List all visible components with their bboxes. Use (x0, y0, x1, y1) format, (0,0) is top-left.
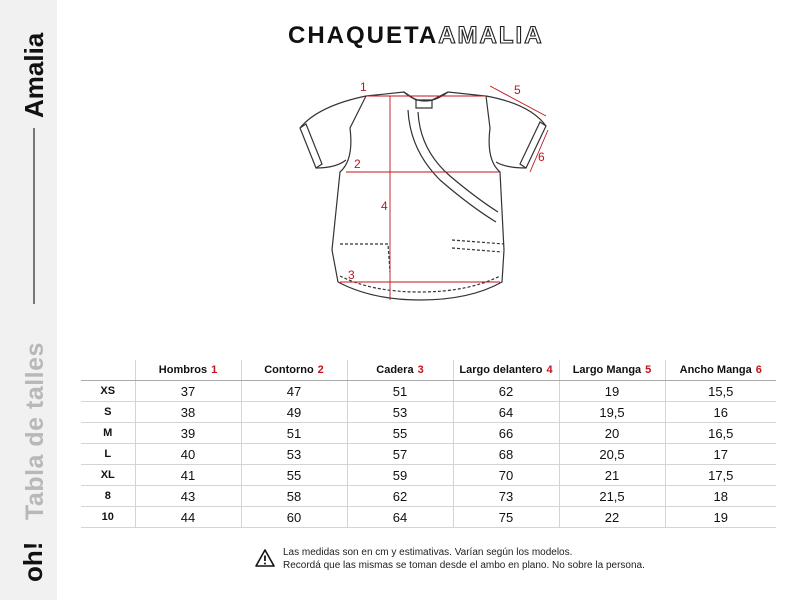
right-sleeve (486, 96, 546, 168)
header-size (81, 360, 135, 381)
table-cell: 20 (559, 423, 665, 444)
table-cell: 53 (347, 402, 453, 423)
header-largo-delantero: Largo delantero 4 (453, 360, 559, 381)
table-cell: 64 (347, 507, 453, 528)
table-row (81, 444, 776, 465)
row-size: S (81, 402, 135, 423)
shirt-outline (332, 92, 504, 300)
table-cell: 17 (665, 444, 776, 465)
table-row (81, 486, 776, 507)
diagram-label-4: 4 (381, 199, 388, 213)
header-largo-manga: Largo Manga 5 (559, 360, 665, 381)
size-table (81, 360, 776, 528)
table-cell: 75 (453, 507, 559, 528)
table-cell: 62 (347, 486, 453, 507)
table-cell: 53 (241, 444, 347, 465)
table-cell: 70 (453, 465, 559, 486)
table-cell: 43 (135, 486, 241, 507)
table-cell: 51 (241, 423, 347, 444)
header-ancho-manga: Ancho Manga 6 (665, 360, 776, 381)
table-cell: 58 (241, 486, 347, 507)
table-row (81, 423, 776, 444)
diagram-label-5: 5 (514, 83, 521, 97)
table-cell: 55 (347, 423, 453, 444)
table-cell: 37 (135, 381, 241, 402)
diagram-label-3: 3 (348, 268, 355, 282)
page-title (288, 22, 544, 50)
diagram-label-1: 1 (360, 80, 367, 94)
table-cell: 39 (135, 423, 241, 444)
table-cell: 15,5 (665, 381, 776, 402)
table-cell: 38 (135, 402, 241, 423)
row-size: 10 (81, 507, 135, 528)
title-accent: AMALIA (438, 22, 544, 49)
table-cell: 40 (135, 444, 241, 465)
header-cadera: Cadera 3 (347, 360, 453, 381)
row-size: L (81, 444, 135, 465)
table-cell: 49 (241, 402, 347, 423)
table-row (81, 465, 776, 486)
title-main: CHAQUETA (288, 22, 439, 49)
brand-logo: oh! (18, 541, 48, 582)
header-contorno: Contorno 2 (241, 360, 347, 381)
table-cell: 19 (559, 381, 665, 402)
row-size: 8 (81, 486, 135, 507)
table-cell: 47 (241, 381, 347, 402)
warning-icon (255, 548, 275, 568)
row-size: M (81, 423, 135, 444)
table-cell: 44 (135, 507, 241, 528)
brand-name: Amalia (19, 32, 49, 118)
table-cell: 64 (453, 402, 559, 423)
header-hombros: Hombros 1 (135, 360, 241, 381)
table-row (81, 507, 776, 528)
sidebar (0, 0, 57, 600)
table-cell: 68 (453, 444, 559, 465)
table-row (81, 402, 776, 423)
disclaimer-line-1: Las medidas son en cm y estimativas. Varían según los modelos. (283, 547, 573, 558)
table-cell: 51 (347, 381, 453, 402)
table-cell: 19,5 (559, 402, 665, 423)
table-cell: 21,5 (559, 486, 665, 507)
sidebar-divider (33, 128, 35, 304)
table-cell: 60 (241, 507, 347, 528)
table-cell: 41 (135, 465, 241, 486)
table-cell: 57 (347, 444, 453, 465)
diagram-label-6: 6 (538, 150, 545, 164)
table-header-row (81, 360, 776, 381)
table-cell: 59 (347, 465, 453, 486)
table-cell: 17,5 (665, 465, 776, 486)
row-size: XL (81, 465, 135, 486)
shirt-measurement-diagram (290, 76, 560, 316)
table-cell: 19 (665, 507, 776, 528)
table-row (81, 381, 776, 402)
table-cell: 73 (453, 486, 559, 507)
sidebar-subtitle: Tabla de talles (21, 342, 49, 520)
diagram-label-2: 2 (354, 157, 361, 171)
table-cell: 66 (453, 423, 559, 444)
wrap-panel (408, 110, 496, 222)
table-cell: 22 (559, 507, 665, 528)
table-cell: 16 (665, 402, 776, 423)
table-cell: 62 (453, 381, 559, 402)
table-cell: 18 (665, 486, 776, 507)
disclaimer-line-2: Recordá que las mismas se toman desde el ambo en plano. No sobre la persona. (283, 560, 645, 571)
right-pocket (452, 240, 504, 252)
table-cell: 20,5 (559, 444, 665, 465)
table-cell: 21 (559, 465, 665, 486)
table-cell: 16,5 (665, 423, 776, 444)
row-size: XS (81, 381, 135, 402)
table-cell: 55 (241, 465, 347, 486)
